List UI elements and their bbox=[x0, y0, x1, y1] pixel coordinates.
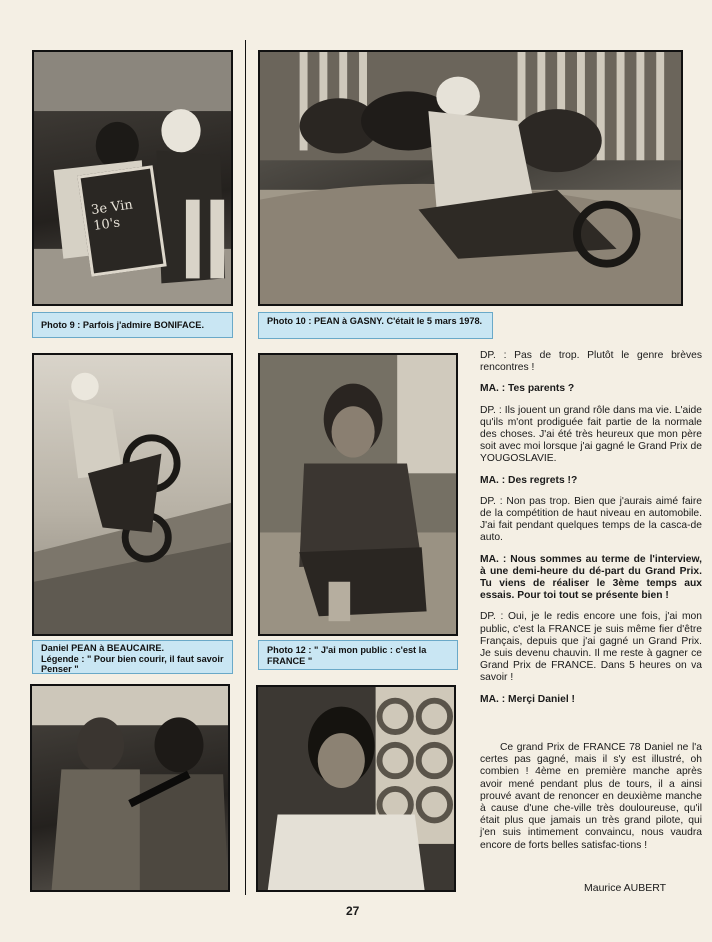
photo-12-caption-text: Photo 12 : " J'ai mon public : c'est la FRANCE " bbox=[267, 645, 427, 666]
interview-question: MA. : Tes parents ? bbox=[480, 383, 575, 395]
photo-13 bbox=[30, 684, 230, 892]
page-number: 27 bbox=[346, 904, 360, 918]
photo-9-caption bbox=[32, 312, 233, 338]
photo-10-caption bbox=[258, 312, 493, 339]
photo-9 bbox=[32, 50, 233, 306]
interview-question: MA. : Des regrets !? bbox=[480, 474, 578, 486]
interview-question: MA. : Merçi Daniel ! bbox=[480, 693, 575, 705]
pit-board-text: 3e Vin 10's bbox=[90, 197, 134, 234]
interview-answer: DP. : Non pas trop. Bien que j'aurais aimé faire de la compétition de haut niveau en automobile. J'ai fait pendant quelques temps de la casca-de auto. bbox=[480, 495, 702, 544]
interview-answer: DP. : Oui, je le redis encore une fois, j'ai mon public, c'est la FRANCE je suis même fier d'être Français, depuis que j'ai gagné un Grand Prix. Je suis devenu chauvin. Il me reste à gagner ce Grand Prix de FRANCE. Dans 5 heures on va savoir ! bbox=[480, 611, 702, 684]
photo-10-caption-text: Photo 10 : PEAN à GASNY. C'était le 5 mars 1978. bbox=[267, 316, 483, 326]
interview-question: MA. : Nous sommes au terme de l'interview, à une demi-heure du dé-part du Grand Prix. Tu viens de réaliser le 3ème temps aux essais. Pour toi tout se présente bien ! bbox=[480, 553, 702, 602]
interview-column bbox=[480, 350, 702, 715]
author-signature: Maurice AUBERT bbox=[584, 882, 667, 894]
interview-answer: DP. : Pas de trop. Plutôt le genre brèves rencontres ! bbox=[480, 350, 702, 374]
photo-12 bbox=[258, 353, 458, 636]
closing-paragraph: Ce grand Prix de FRANCE 78 Daniel ne l'a certes pas gagné, mais il s'y est illustré, oh combien ! 4ème en première manche après avoir mené pendant plus de tours, il a ainsi prouvé avant de renoncer en deuxième manche à cause d'une che-ville très douloureuse, qu'il était plus que jamais un très grand pilote, qui j'en suis intimement convaincu, nous vaudra encore de forts belles satisfac-tions ! bbox=[480, 742, 702, 851]
photo-12-caption bbox=[258, 640, 458, 670]
photo-10 bbox=[258, 50, 683, 306]
photo-11-caption bbox=[32, 640, 233, 674]
photo-9-caption-text: Photo 9 : Parfois j'admire BONIFACE. bbox=[41, 320, 204, 330]
photo-14 bbox=[256, 685, 456, 892]
photo-11 bbox=[32, 353, 233, 636]
column-divider bbox=[245, 40, 246, 895]
pit-board bbox=[77, 165, 166, 277]
interview-answer: DP. : Ils jouent un grand rôle dans ma vie. L'aide qu'ils m'ont prodiguée fait partie de la normale des choses. J'ai été très heureux que mon père soit avec moi lorsque j'ai gagné le Grand Prix de YOUGOSLAVIE. bbox=[480, 404, 702, 465]
photo-11-caption-line2: Légende : " Pour bien courir, il faut savoir Penser " bbox=[41, 653, 224, 674]
photo-11-caption-line1: Daniel PEAN à BEAUCAIRE. bbox=[41, 643, 165, 653]
